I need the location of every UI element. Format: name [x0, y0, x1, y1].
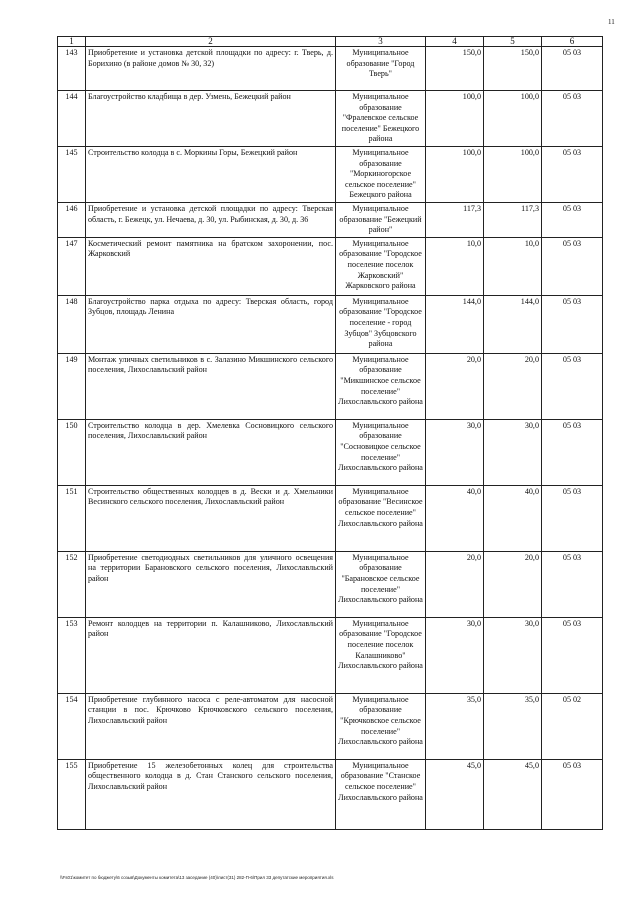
recipient: Муниципальное образование "Фралевское сельское поселение" Бежецкого района [336, 91, 426, 147]
event-name: Приобретение и установка детской площадки по адресу: г. Тверь, д. Борихино (в районе домов № 30, 32) [86, 47, 336, 91]
recipient: Муниципальное образование "Сосновицкое сельское поселение" Лихославльского района [336, 419, 426, 485]
recipient: Муниципальное образование "Бежецкий район" [336, 203, 426, 238]
file-path-footer: \\Fs01\комитет по бюджету\6 созыв\Документы комитета\13 заседание (40)\лист(31) 282-П-6\Прил 33 депутатские мероприятия.xls [60, 875, 334, 880]
header-col-2: 2 [86, 37, 336, 47]
amount-col-5: 100,0 [484, 91, 542, 147]
recipient: Муниципальное образование "Моркиногорское сельское поселение" Бежецкого района [336, 147, 426, 203]
recipient: Муниципальное образование "Городское поселение - город Зубцов" Зубцовского района [336, 295, 426, 353]
amount-col-5: 40,0 [484, 485, 542, 551]
amount-col-4: 45,0 [426, 759, 484, 829]
event-name: Строительство колодца в с. Моркины Горы, Бежецкий район [86, 147, 336, 203]
amount-col-4: 35,0 [426, 693, 484, 759]
table-row [58, 419, 603, 485]
amount-col-4: 100,0 [426, 91, 484, 147]
amount-col-4: 30,0 [426, 617, 484, 693]
budget-code: 05 03 [542, 551, 603, 617]
table-row [58, 47, 603, 91]
row-number: 147 [58, 237, 86, 295]
amount-col-5: 100,0 [484, 147, 542, 203]
row-number: 148 [58, 295, 86, 353]
event-name: Строительство колодца в дер. Хмелевка Сосновицкого сельского поселения, Лихославльский район [86, 419, 336, 485]
table-row [58, 237, 603, 295]
row-number: 151 [58, 485, 86, 551]
table-row [58, 759, 603, 829]
page-number: 11 [608, 18, 615, 26]
event-name: Приобретение светодиодных светильников для уличного освещения на территории Барановского сельского поселения, Лихославльский район [86, 551, 336, 617]
row-number: 145 [58, 147, 86, 203]
event-name: Косметический ремонт памятника на братском захоронении, пос. Жарковский [86, 237, 336, 295]
row-number: 150 [58, 419, 86, 485]
amount-col-4: 10,0 [426, 237, 484, 295]
amount-col-5: 117,3 [484, 203, 542, 238]
amount-col-4: 144,0 [426, 295, 484, 353]
event-name: Приобретение 15 железобетонных колец для строительства общественного колодца в д. Стан Станского сельского поселения, Лихославльский район [86, 759, 336, 829]
table-row [58, 353, 603, 419]
budget-code: 05 03 [542, 485, 603, 551]
table-row [58, 551, 603, 617]
budget-code: 05 03 [542, 353, 603, 419]
header-col-4: 4 [426, 37, 484, 47]
row-number: 153 [58, 617, 86, 693]
budget-code: 05 03 [542, 759, 603, 829]
table-body [58, 47, 603, 830]
amount-col-4: 20,0 [426, 353, 484, 419]
amount-col-4: 117,3 [426, 203, 484, 238]
recipient: Муниципальное образование "Крючковское сельское поселение" Лихославльского района [336, 693, 426, 759]
table-row [58, 295, 603, 353]
recipient: Муниципальное образование "Городское поселение поселок Жарковский" Жарковского района [336, 237, 426, 295]
row-number: 152 [58, 551, 86, 617]
amount-col-5: 20,0 [484, 353, 542, 419]
row-number: 155 [58, 759, 86, 829]
amount-col-5: 30,0 [484, 617, 542, 693]
amount-col-5: 10,0 [484, 237, 542, 295]
recipient: Муниципальное образование "Микшинское сельское поселение" Лихославльского района [336, 353, 426, 419]
recipient: Муниципальное образование "Станское сельское поселение" Лихославльского района [336, 759, 426, 829]
recipient: Муниципальное образование "Городское поселение поселок Калашниково" Лихославльского района [336, 617, 426, 693]
amount-col-5: 144,0 [484, 295, 542, 353]
table-header [58, 37, 603, 47]
amount-col-4: 40,0 [426, 485, 484, 551]
budget-code: 05 03 [542, 91, 603, 147]
budget-code: 05 03 [542, 203, 603, 238]
table-row [58, 617, 603, 693]
table-row [58, 147, 603, 203]
recipient: Муниципальное образование "Весинское сельское поселение" Лихославльского района [336, 485, 426, 551]
event-name: Благоустройство парка отдыха по адресу: Тверская область, город Зубцов, площадь Ленина [86, 295, 336, 353]
event-name: Благоустройство кладбища в дер. Узмень, Бежецкий район [86, 91, 336, 147]
row-number: 149 [58, 353, 86, 419]
recipient: Муниципальное образование "Барановское сельское поселение" Лихославльского района [336, 551, 426, 617]
budget-code: 05 03 [542, 47, 603, 91]
amount-col-5: 35,0 [484, 693, 542, 759]
header-col-5: 5 [484, 37, 542, 47]
event-name: Монтаж уличных светильников в с. Залазино Микшинского сельского поселения, Лихославльский район [86, 353, 336, 419]
row-number: 154 [58, 693, 86, 759]
amount-col-4: 30,0 [426, 419, 484, 485]
header-col-1: 1 [58, 37, 86, 47]
row-number: 143 [58, 47, 86, 91]
amount-col-5: 20,0 [484, 551, 542, 617]
budget-code: 05 03 [542, 617, 603, 693]
row-number: 144 [58, 91, 86, 147]
amount-col-4: 100,0 [426, 147, 484, 203]
event-name: Приобретение глубинного насоса с реле-автоматом для насосной станции в пос. Крючково Крючковского сельского поселения, Лихославльский район [86, 693, 336, 759]
budget-code: 05 02 [542, 693, 603, 759]
budget-code: 05 03 [542, 147, 603, 203]
amount-col-4: 150,0 [426, 47, 484, 91]
table-row [58, 485, 603, 551]
appropriations-table [57, 36, 603, 830]
event-name: Приобретение и установка детской площадки по адресу: Тверская область, г. Бежецк, ул. Нечаева, д. 30, ул. Рыбинская, д. 30, д. 36 [86, 203, 336, 238]
budget-code: 05 03 [542, 295, 603, 353]
budget-code: 05 03 [542, 237, 603, 295]
amount-col-5: 150,0 [484, 47, 542, 91]
event-name: Строительство общественных колодцев в д. Вески и д. Хмельники Весинского сельского поселения, Лихославльский район [86, 485, 336, 551]
amount-col-5: 45,0 [484, 759, 542, 829]
amount-col-5: 30,0 [484, 419, 542, 485]
budget-code: 05 03 [542, 419, 603, 485]
recipient: Муниципальное образование "Город Тверь" [336, 47, 426, 91]
table-row [58, 203, 603, 238]
row-number: 146 [58, 203, 86, 238]
header-row [58, 37, 603, 47]
table-row [58, 91, 603, 147]
header-col-6: 6 [542, 37, 603, 47]
table-row [58, 693, 603, 759]
header-col-3: 3 [336, 37, 426, 47]
event-name: Ремонт колодцев на территории п. Калашниково, Лихославльский район [86, 617, 336, 693]
amount-col-4: 20,0 [426, 551, 484, 617]
